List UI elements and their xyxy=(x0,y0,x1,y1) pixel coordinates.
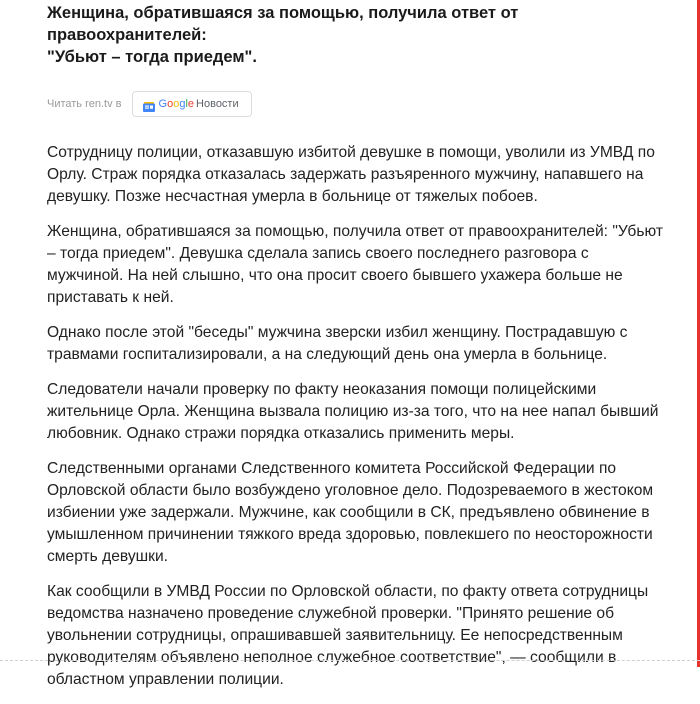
bottom-divider xyxy=(0,660,700,661)
read-on-label: Читать ren.tv в xyxy=(47,98,122,110)
google-news-icon xyxy=(143,99,155,109)
google-news-button[interactable] xyxy=(132,91,252,117)
paragraph: Как сообщили в УМВД России по Орловской области, по факту ответа сотрудницы ведомства назначено проведение служебной проверки. "Принято решение об увольнении сотрудницы, опрашивавшей заявительницу. Ее непосредственным руководителям объявлено неполное служебное соответствие", — сообщили в областном управлении полиции. xyxy=(47,583,649,688)
google-news-label: Новости xyxy=(196,98,239,110)
google-brand-letter: o xyxy=(173,98,180,110)
paragraph: Однако после этой "беседы" мужчина зверски избил женщину. Пострадавшую с травмами госпитализировали, а на следующий день она умерла в больнице. xyxy=(47,324,628,363)
subtitle-line-1: Женщина, обратившаяся за помощью, получила ответ от правоохранителей: xyxy=(47,4,519,44)
google-brand-letter: g xyxy=(179,98,186,110)
article-subtitle xyxy=(47,2,667,68)
google-brand-letter: e xyxy=(187,98,195,110)
paragraph: Сотрудницу полиции, отказавшую избитой девушке в помощи, уволили из УМВД по Орлу. Страж порядка отказалась задержать разъяренного мужчину, напавшего на девушку. Позже несчастная умерла в больнице от тяжелых побоев. xyxy=(47,144,655,205)
google-brand-letter: o xyxy=(167,98,174,110)
read-on-row xyxy=(47,91,667,117)
article-body xyxy=(47,142,667,691)
paragraph: Следователи начали проверку по факту неоказания помощи полицейскими жительнице Орла. Женщина вызвала полицию из-за того, что на нее напал бывший любовник. Однако стражи порядка отказались применить меры. xyxy=(47,381,659,442)
google-brand-text xyxy=(159,98,195,110)
paragraph: Женщина, обратившаяся за помощью, получила ответ от правоохранителей: "Убьют – тогда приедем". Девушка сделала запись своего последнего разговора с мужчиной. На ней слышно, что она просит своего бывшего ухажера больше не приставать к ней. xyxy=(47,223,663,306)
google-brand-letter: G xyxy=(158,98,168,110)
article xyxy=(47,0,667,704)
google-brand-letter: l xyxy=(185,98,188,110)
paragraph: Следственными органами Следственного комитета Российской Федерации по Орловской области было возбуждено уголовное дело. Подозреваемого в жестоком избиении уже задержали. Мужчине, как сообщили в СК, предъявлено обвинение в умышленном причинении тяжкого вреда здоровью, повлекшего по неосторожности смерть девушки. xyxy=(47,460,654,565)
subtitle-line-2: "Убьют – тогда приедем". xyxy=(47,48,257,66)
